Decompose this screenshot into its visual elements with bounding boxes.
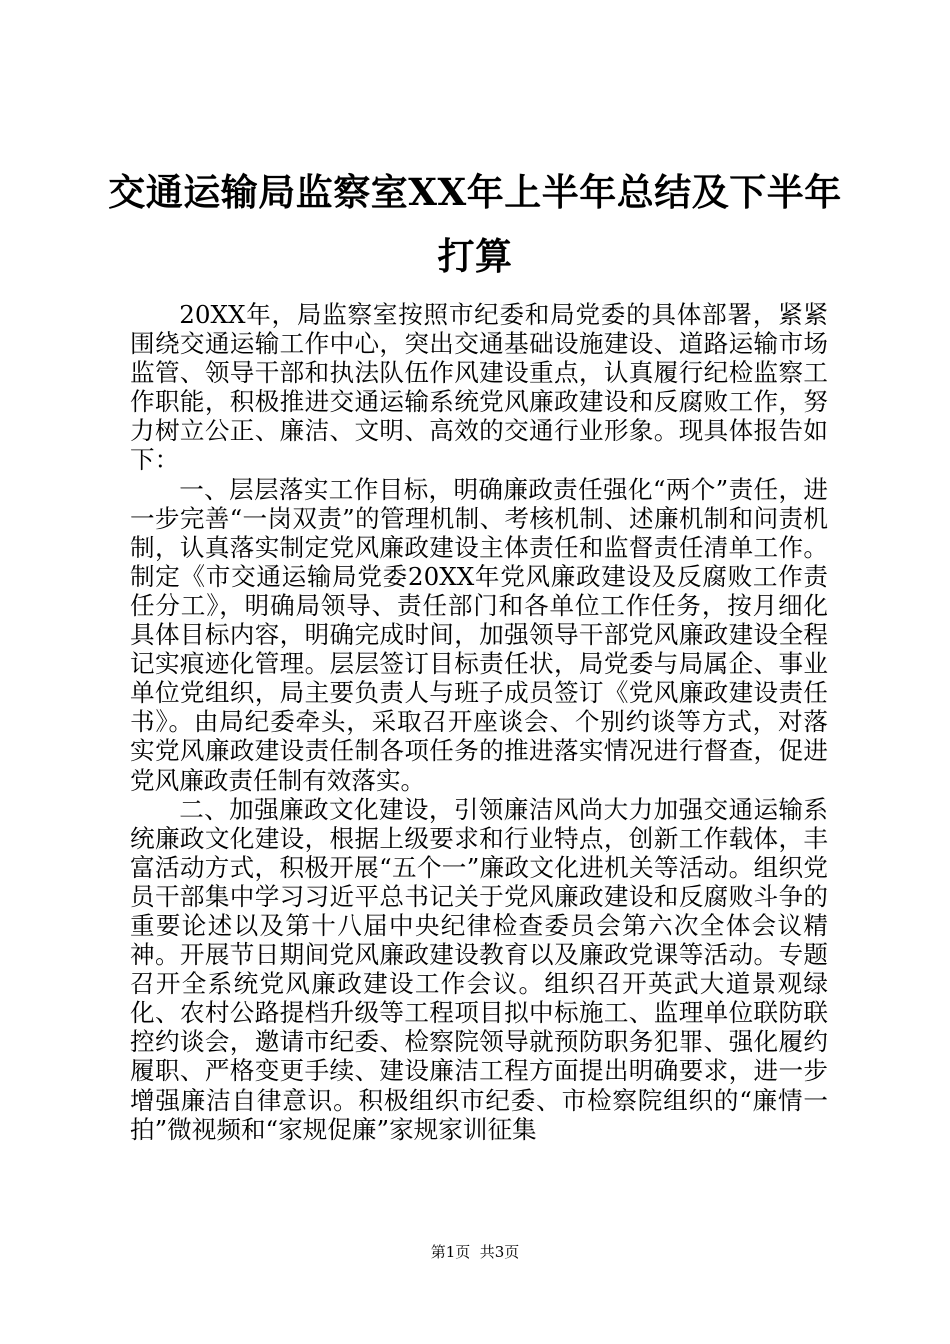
paragraph-intro: 20XX年，局监察室按照市纪委和局党委的具体部署，紧紧围绕交通运输工作中心，突出交通基础设施建设、道路运输市场监管、领导干部和执法队伍作风建设重点，认真履行纪检监察工作职能，积极推进交通运输系统党风廉政建设和反腐败工作，努力树立公正、廉洁、文明、高效的交通行业形象。现具体报告如下： xyxy=(130,300,828,475)
page-number: 第1页 共3页 xyxy=(430,1243,520,1261)
paragraph-section-2: 二、加强廉政文化建设，引领廉洁风尚大力加强交通运输系统廉政文化建设，根据上级要求和行业特点，创新工作载体，丰富活动方式，积极开展“五个一”廉政文化进机关等活动。组织党员干部集中学习习近平总书记关于党风廉政建设和反腐败斗争的重要论述以及第十八届中央纪律检查委员会第六次全体会议精神。开展节日期间党风廉政建设教育以及廉政党课等活动。专题召开全系统党风廉政建设工作会议。组织召开英武大道景观绿化、农村公路提档升级等工程项目拟中标施工、监理单位联防联控约谈会，邀请市纪委、检察院领导就预防职务犯罪、强化履约履职、严格变更手续、建设廉洁工程方面提出明确要求，进一步增强廉洁自律意识。积极组织市纪委、市检察院组织的“廉情一拍”微视频和“家规促廉”家规家训征集 xyxy=(130,794,828,1144)
document-body xyxy=(130,300,828,1144)
document-title: 交通运输局监察室XX年上半年总结及下半年打算 xyxy=(108,170,842,278)
paragraph-section-1: 一、层层落实工作目标，明确廉政责任强化“两个”责任，进一步完善“一岗双责”的管理机制、考核机制、述廉机制和问责机制，认真落实制定党风廉政建设主体责任和监督责任清单工作。制定《市交通运输局党委20XX年党风廉政建设及反腐败工作责任分工》，明确局领导、责任部门和各单位工作任务，按月细化具体目标内容，明确完成时间，加强领导干部党风廉政建设全程记实痕迹化管理。层层签订目标责任状，局党委与局属企、事业单位党组织，局主要负责人与班子成员签订《党风廉政建设责任书》。由局纪委牵头，采取召开座谈会、个别约谈等方式，对落实党风廉政建设责任制各项任务的推进落实情况进行督查，促进党风廉政责任制有效落实。 xyxy=(130,474,828,795)
page-footer xyxy=(0,1242,950,1262)
